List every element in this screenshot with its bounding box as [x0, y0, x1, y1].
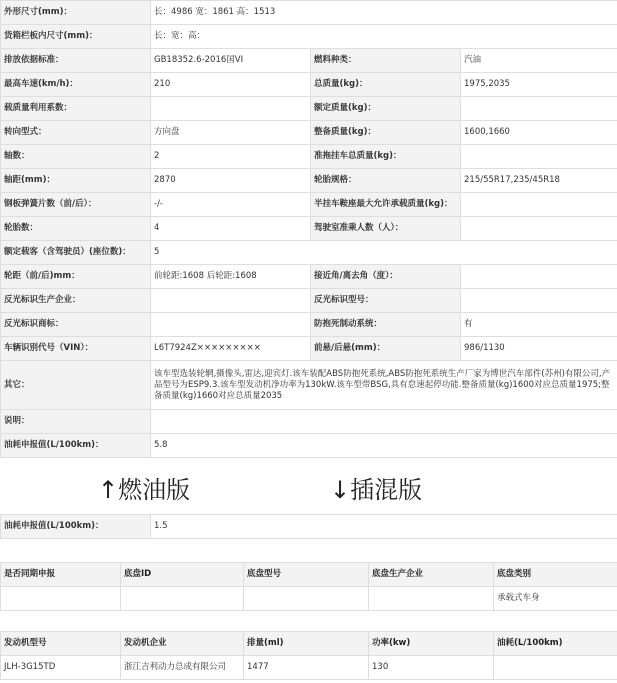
spec-label: 额定质量(kg)： — [311, 97, 461, 121]
spec-value — [461, 193, 617, 217]
spec-label: 轮胎数： — [1, 217, 151, 241]
engine-header: 发动机型号 — [1, 632, 121, 656]
spec-row — [1, 1, 617, 25]
spec-label: 说明： — [1, 410, 151, 434]
spec-value: 长：宽：高： — [151, 25, 617, 49]
spec-value — [461, 289, 617, 313]
chassis-header: 底盘生产企业 — [369, 563, 494, 587]
spec-value: -/- — [151, 193, 311, 217]
spec-row — [1, 145, 617, 169]
chassis-header: 是否同期申报 — [1, 563, 121, 587]
spec-row — [1, 217, 617, 241]
spec-label: 轴距(mm)： — [1, 169, 151, 193]
spec-value: 1600,1660 — [461, 121, 617, 145]
spec-value: L6T7924Z××××××××× — [151, 337, 311, 361]
engine-cell — [494, 656, 617, 680]
spec-value: 该车型选装轮辋,摄像头,雷达,迎宾灯.该车装配ABS防抱死系统,ABS防抱死系统生产厂家为博世汽车部件(苏州)有限公司,产品型号为ESP9.3.该车型发动机净功率为130kW.该车型带BSG,具有怠速起停功能.整备质量(kg)1600对应总质量1975;整备质量(kg)1660对应总质量2035 — [151, 361, 617, 410]
spec-value: 4 — [151, 217, 311, 241]
spec-label: 转向型式： — [1, 121, 151, 145]
engine-cell: 130 — [369, 656, 494, 680]
spec-row — [1, 193, 617, 217]
spec-value: 5.8 — [151, 434, 617, 458]
engine-cell: 浙江吉利动力总成有限公司 — [121, 656, 244, 680]
spec-label: 反光标识生产企业： — [1, 289, 151, 313]
spec-label: 反光标识商标： — [1, 313, 151, 337]
phev-fuel-value: 1.5 — [151, 515, 617, 539]
spec-value — [461, 217, 617, 241]
caption-fuel-version: ↑燃油版 — [98, 476, 191, 504]
engine-header: 发动机企业 — [121, 632, 244, 656]
engine-table — [0, 631, 617, 680]
spec-value — [151, 97, 311, 121]
spec-label: 防抱死制动系统： — [311, 313, 461, 337]
spec-value: 有 — [461, 313, 617, 337]
spec-label: 燃料种类： — [311, 49, 461, 73]
spec-label: 准拖挂车总质量(kg)： — [311, 145, 461, 169]
spec-value: 2 — [151, 145, 311, 169]
spec-label: 载质量利用系数： — [1, 97, 151, 121]
spec-label: 前悬/后悬(mm)： — [311, 337, 461, 361]
spec-label: 反光标识型号： — [311, 289, 461, 313]
spec-value: 986/1130 — [461, 337, 617, 361]
spec-label: 外形尺寸(mm)： — [1, 1, 151, 25]
spec-label: 半挂车鞍座最大允许承载质量(kg)： — [311, 193, 461, 217]
chassis-table — [0, 562, 617, 611]
chassis-header: 底盘型号 — [244, 563, 369, 587]
spec-row — [1, 121, 617, 145]
spec-label: 其它： — [1, 361, 151, 410]
spec-label: 整备质量(kg)： — [311, 121, 461, 145]
spec-label: 钢板弹簧片数（前/后）： — [1, 193, 151, 217]
engine-cell: 1477 — [244, 656, 369, 680]
spec-row — [1, 410, 617, 434]
spec-row — [1, 313, 617, 337]
chassis-cell — [121, 587, 244, 611]
spec-label: 货箱栏板内尺寸(mm)： — [1, 25, 151, 49]
phev-fuel-table — [0, 514, 617, 539]
spec-value — [461, 265, 617, 289]
chassis-cell — [244, 587, 369, 611]
spec-label: 排放依据标准： — [1, 49, 151, 73]
chassis-header: 底盘ID — [121, 563, 244, 587]
spec-label: 额定载客（含驾驶员）(座位数)： — [1, 241, 151, 265]
spec-label: 最高车速(km/h)： — [1, 73, 151, 97]
spec-label: 轮距（前/后)mm： — [1, 265, 151, 289]
spec-value: 1975,2035 — [461, 73, 617, 97]
spec-label: 车辆识别代号（VIN）： — [1, 337, 151, 361]
chassis-cell: 承载式车身 — [494, 587, 617, 611]
spec-row — [1, 25, 617, 49]
phev-fuel-label: 油耗申报值(L/100km)： — [1, 515, 151, 539]
spec-row — [1, 169, 617, 193]
spec-value: 210 — [151, 73, 311, 97]
engine-header: 功率(kw) — [369, 632, 494, 656]
spec-label: 驾驶室准乘人数（人）： — [311, 217, 461, 241]
spec-row — [1, 49, 617, 73]
spec-value — [151, 313, 311, 337]
engine-header: 油耗(L/100km) — [494, 632, 617, 656]
spec-value: 长：4986 宽：1861 高：1513 — [151, 1, 617, 25]
spec-value — [151, 410, 617, 434]
engine-header: 排量(ml) — [244, 632, 369, 656]
spec-value — [461, 145, 617, 169]
spec-label: 油耗申报值(L/100km)： — [1, 434, 151, 458]
spec-row — [1, 97, 617, 121]
spec-label: 轮胎规格： — [311, 169, 461, 193]
spec-row — [1, 289, 617, 313]
spec-row — [1, 241, 617, 265]
spec-row — [1, 434, 617, 458]
spec-value: 5 — [151, 241, 617, 265]
spec-value — [151, 289, 311, 313]
engine-cell: JLH-3G15TD — [1, 656, 121, 680]
spec-value: 汽油 — [461, 49, 617, 73]
caption-phev-version: ↓插混版 — [330, 476, 423, 504]
chassis-cell — [369, 587, 494, 611]
spec-value — [461, 97, 617, 121]
spec-row — [1, 361, 617, 410]
chassis-header: 底盘类别 — [494, 563, 617, 587]
chassis-cell — [1, 587, 121, 611]
spec-value: GB18352.6-2016国VI — [151, 49, 311, 73]
spec-label: 接近角/离去角（度）： — [311, 265, 461, 289]
spec-row — [1, 265, 617, 289]
spec-value: 2870 — [151, 169, 311, 193]
spec-value: 前轮距:1608 后轮距:1608 — [151, 265, 311, 289]
spec-label: 总质量(kg)： — [311, 73, 461, 97]
spec-value: 方向盘 — [151, 121, 311, 145]
spec-row — [1, 337, 617, 361]
spec-value: 215/55R17,235/45R18 — [461, 169, 617, 193]
spec-row — [1, 73, 617, 97]
spec-label: 轴数： — [1, 145, 151, 169]
